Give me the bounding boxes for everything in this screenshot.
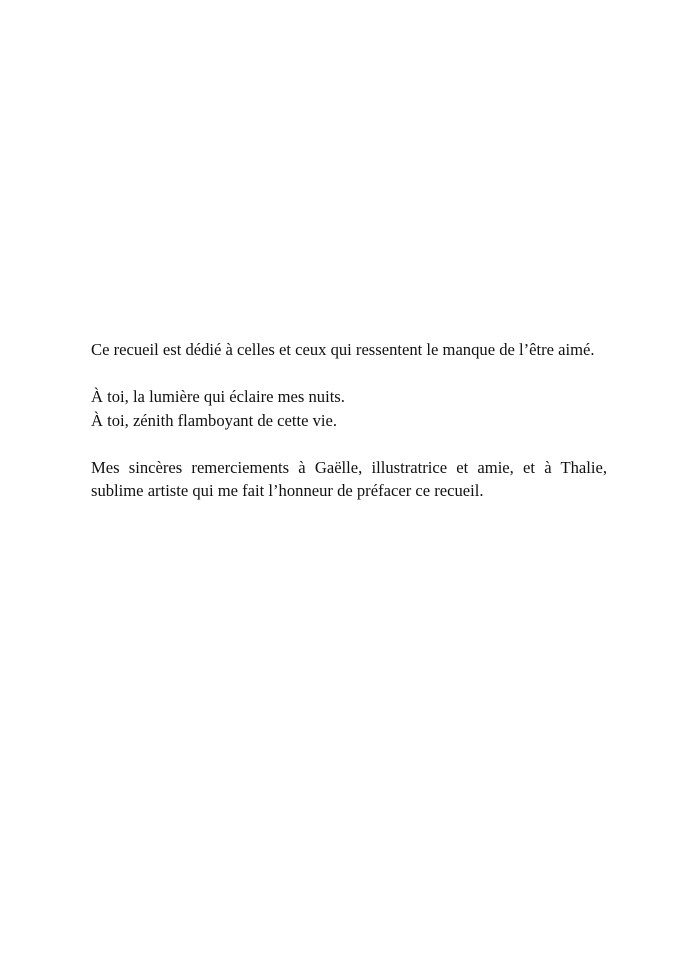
dedication-text-block: [91, 338, 607, 526]
dedication-verses: [91, 385, 607, 432]
acknowledgements-paragraph: Mes sincères remerciements à Gaëlle, illustratrice et amie, et à Thalie, sublime artiste qui me fait l’honneur de préfacer ce recueil.: [91, 457, 607, 500]
dedication-line: À toi, la lumière qui éclaire mes nuits.: [91, 387, 345, 406]
dedication-intro-paragraph: Ce recueil est dédié à celles et ceux qui ressentent le manque de l’être aimé.: [91, 340, 595, 359]
dedication-line: À toi, zénith flamboyant de cette vie.: [91, 410, 338, 430]
